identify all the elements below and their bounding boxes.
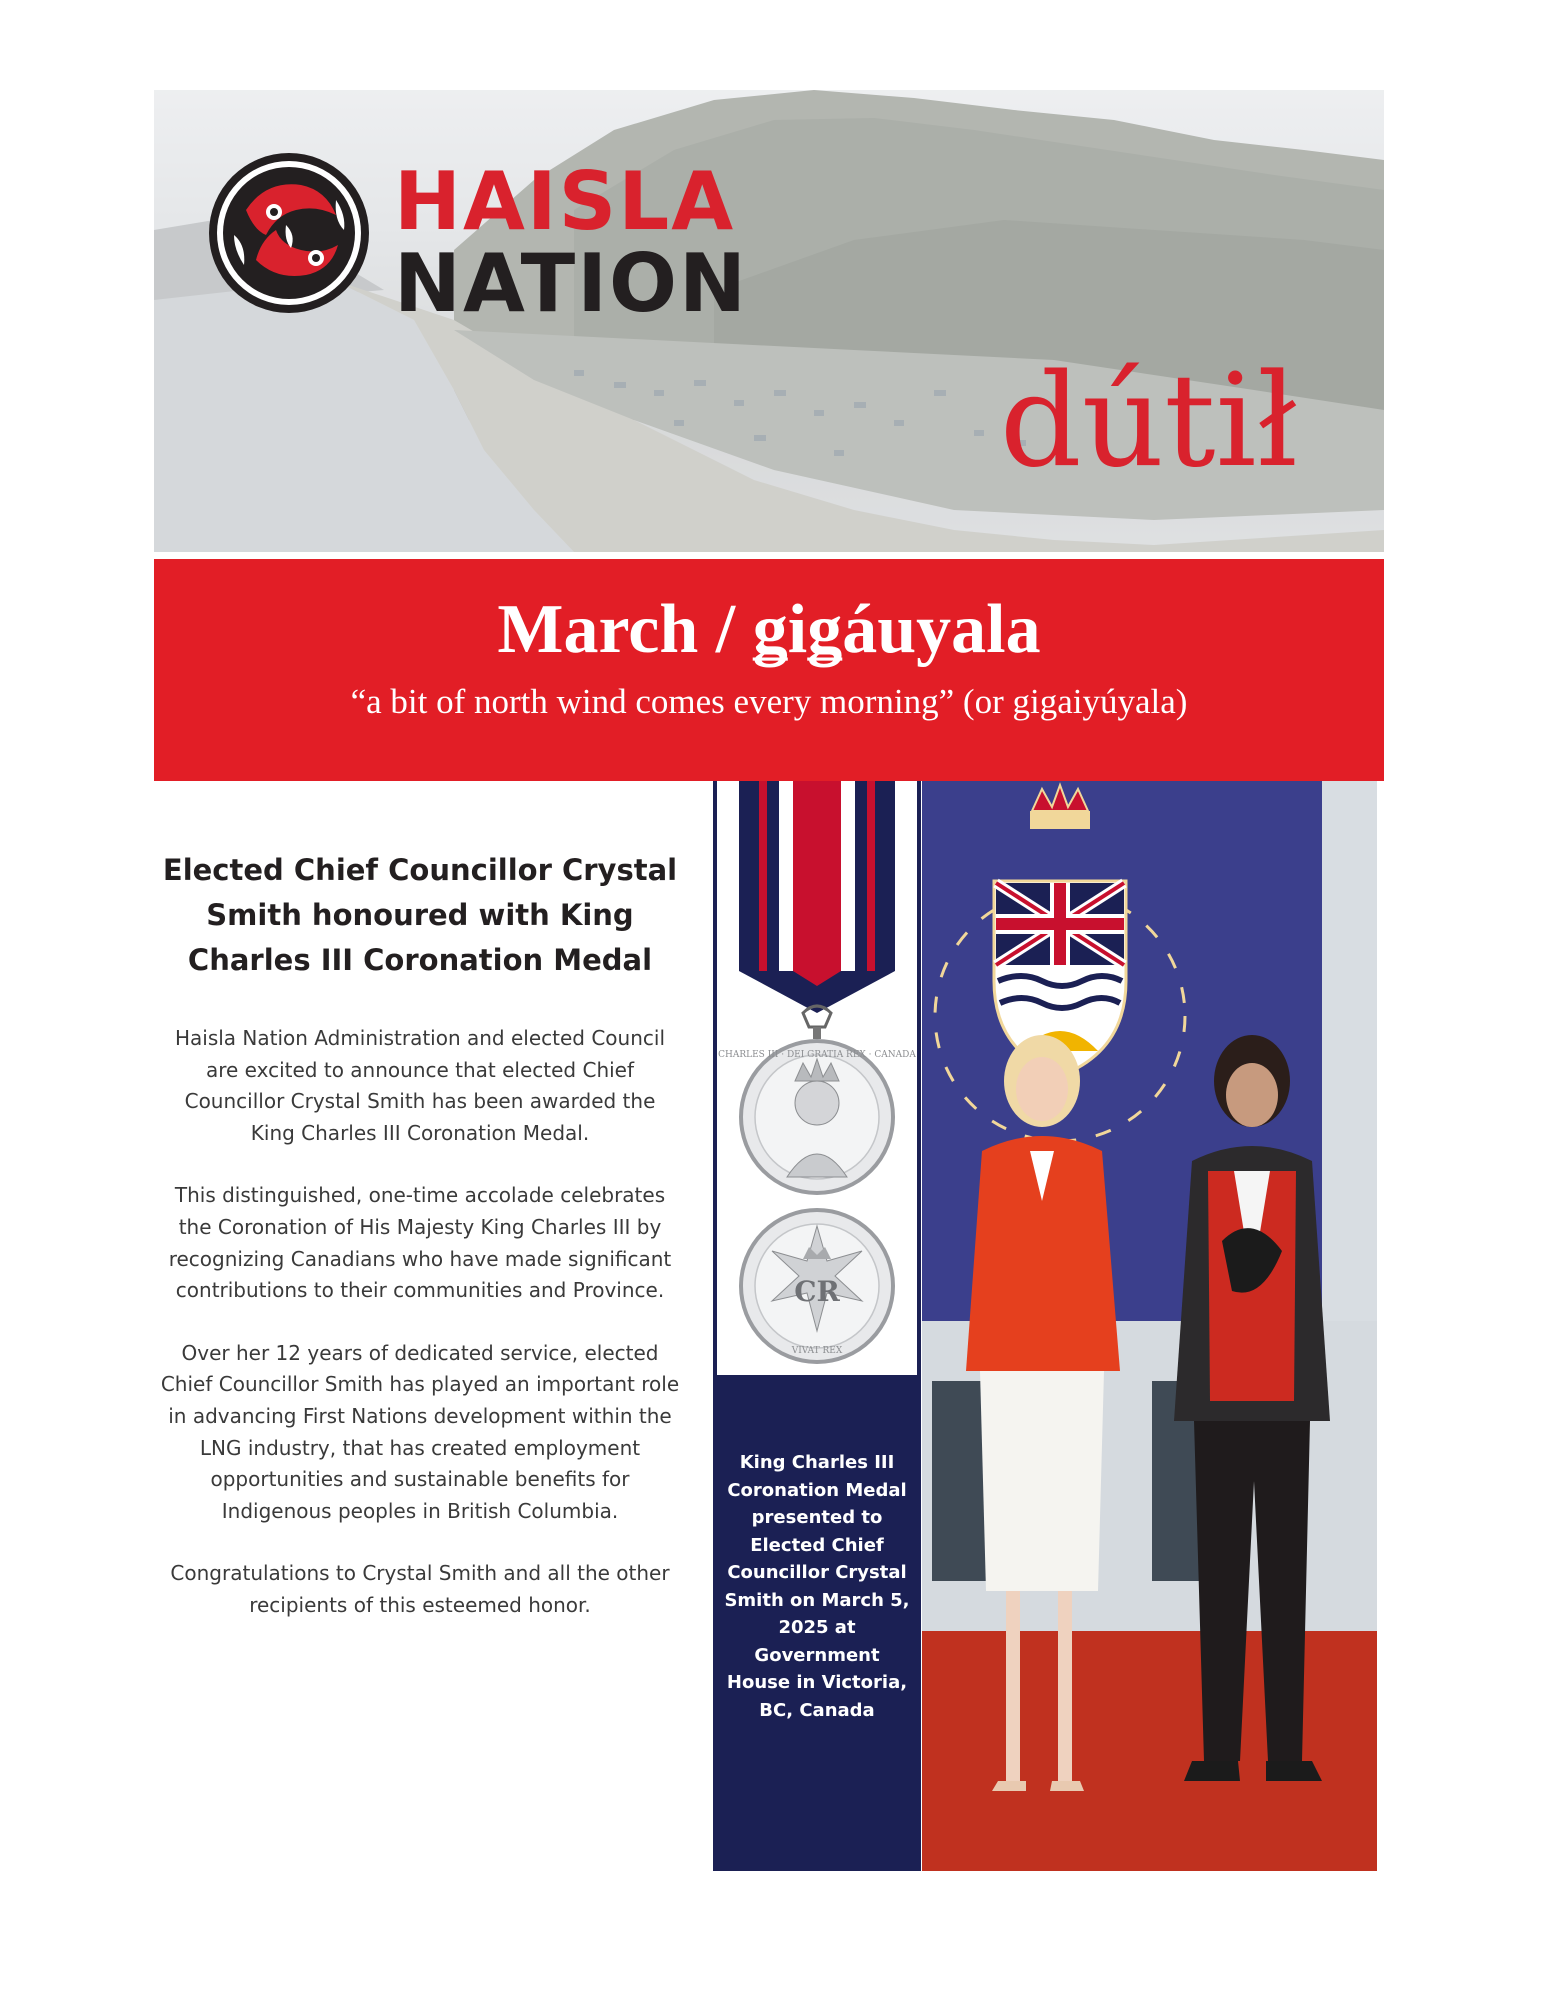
medal-reverse-inscription: VIVAT REX [791,1346,843,1356]
brand-wordmark [394,155,748,330]
header-banner-photo [154,90,1384,552]
month-translation: “a bit of north wind comes every morning” (or gigaiyúyala) [350,682,1188,721]
medal-cypher: CR [794,1275,840,1308]
article-paragraph-3: Over her 12 years of dedicated service, elected Chief Councillor Smith has played an important role in advancing First Nations development within the LNG industry, that has created employment opportunities and sustainable benefits for Indigenous peoples in British Columbia. [160,1340,680,1523]
haisla-crest-icon [206,150,372,316]
brand-line-nation: NATION [394,237,748,330]
ceremony-photo [922,781,1377,1871]
medal-column [713,781,921,1871]
month-banner [154,559,1384,781]
article-paragraph-4: Congratulations to Crystal Smith and all the other recipients of this esteemed honor. [170,1561,670,1617]
medal-obverse-inscription: CHARLES III · DEI GRATIA REX · CANADA [718,1050,916,1060]
article-headline: Elected Chief Councillor Crystal Smith honoured with King Charles III Coronation Medal [162,853,678,977]
brand-line-haisla: HAISLA [394,155,736,248]
coronation-medal-icon [717,781,917,1375]
month-title: March / ǥiǥáuyala [497,591,1041,668]
newsletter-title: dútił [999,347,1298,496]
article-column [160,848,680,1653]
article-paragraph-1: Haisla Nation Administration and elected Council are excited to announce that elected Chief Councillor Crystal Smith has been awarded the King Charles III Coronation Medal. [174,1026,666,1145]
article-paragraph-2: This distinguished, one-time accolade celebrates the Coronation of His Majesty King Charles III by recognizing Canadians who have made significant contributions to their communities and Province. [168,1183,672,1303]
medal-image [717,781,917,1375]
photo-caption: King Charles III Coronation Medal presented to Elected Chief Councillor Crystal Smith on March 5, 2025 at Government House in Victoria, BC, Canada [724,1452,910,1721]
award-photo-panel [713,781,1377,1871]
